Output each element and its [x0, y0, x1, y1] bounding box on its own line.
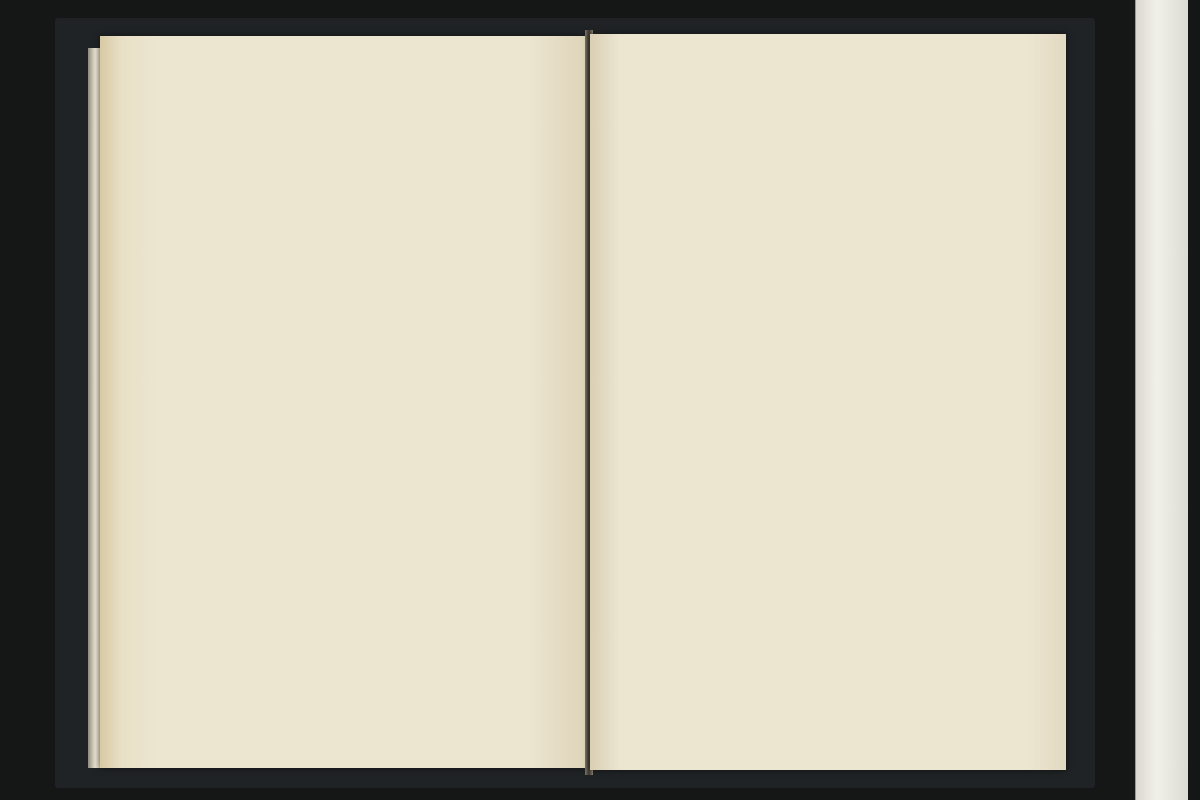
measurement-ruler	[1135, 0, 1188, 800]
left-page	[100, 36, 587, 768]
right-page	[590, 34, 1066, 770]
